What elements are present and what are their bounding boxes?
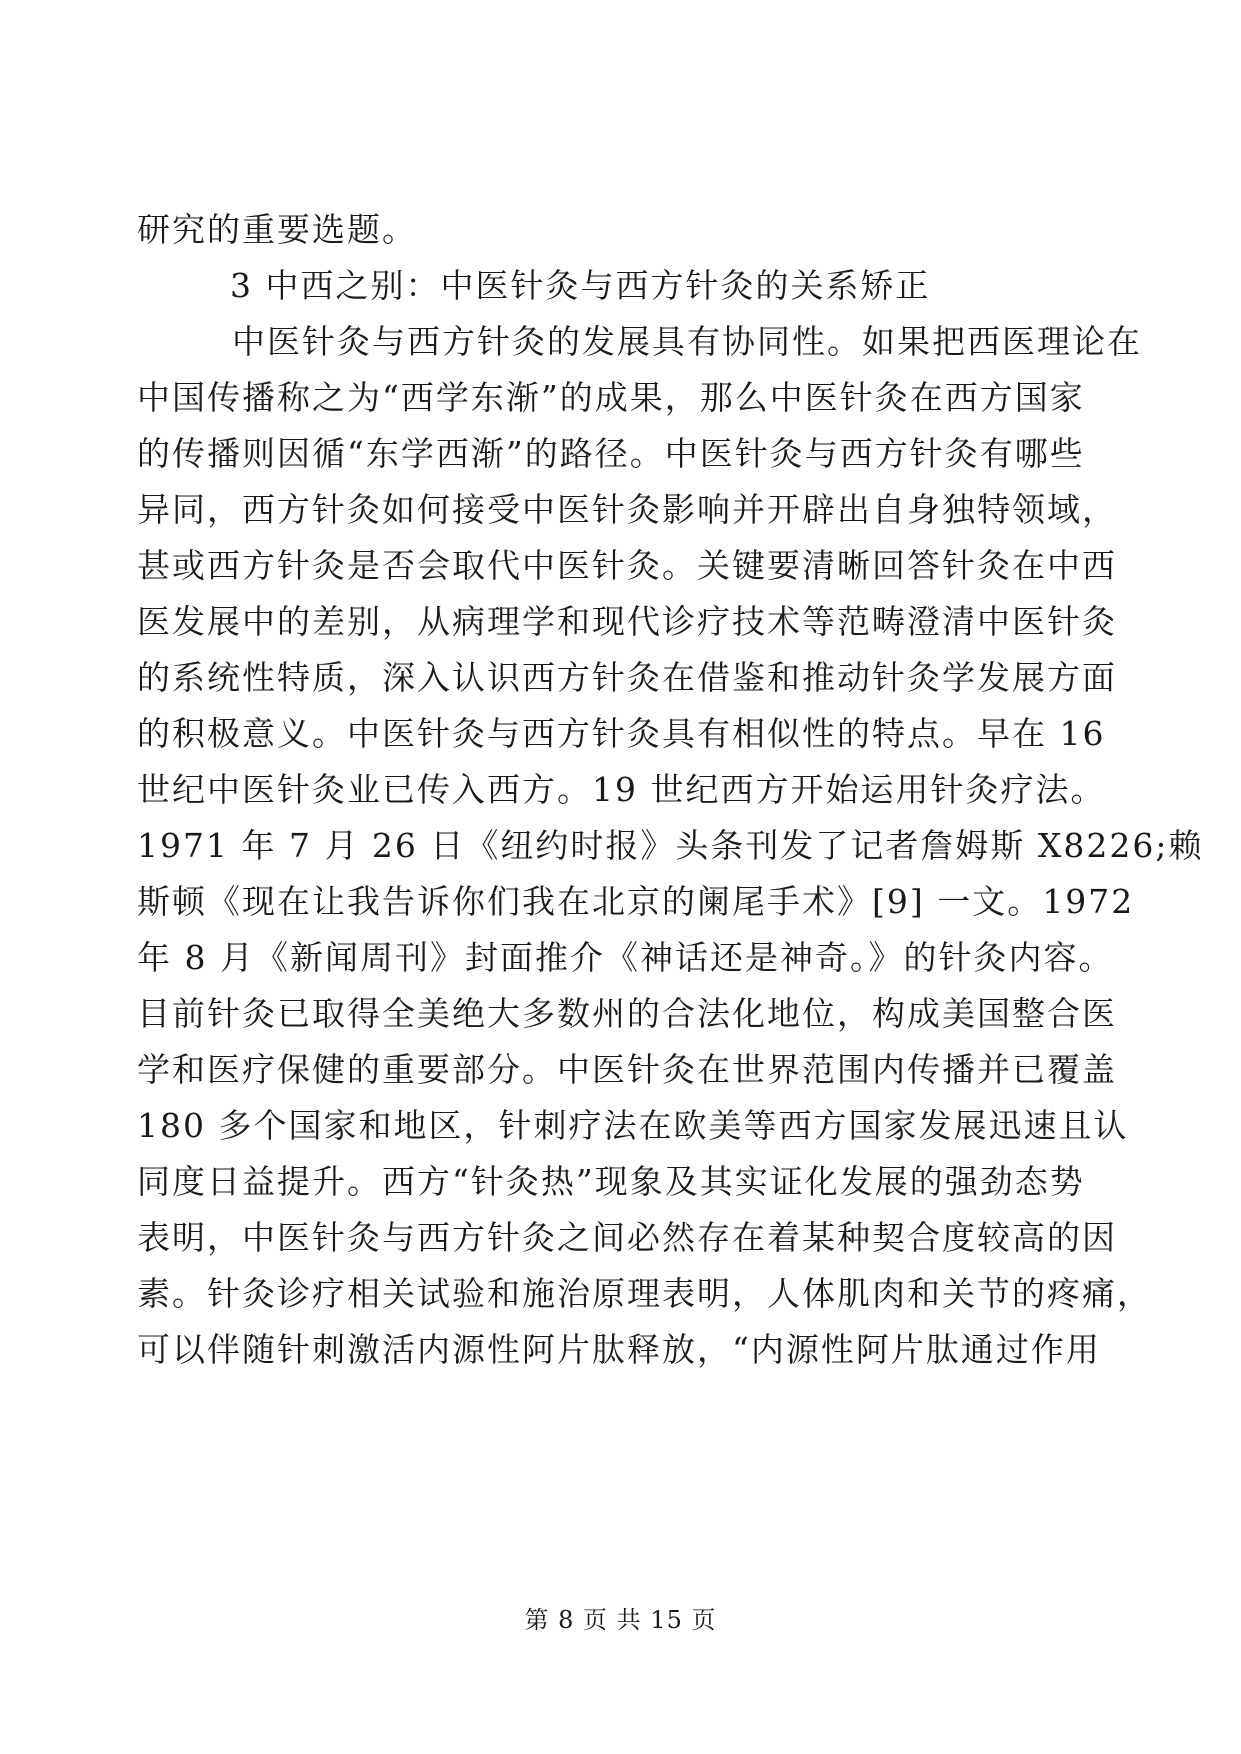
body-text-line: 研究的重要选题。 xyxy=(137,210,417,249)
body-text-line: 世纪中医针灸业已传入西方。19 世纪西方开始运用针灸疗法。 xyxy=(137,770,1106,809)
body-text-line: 医发展中的差别，从病理学和现代诊疗技术等范畴澄清中医针灸 xyxy=(137,602,1117,641)
body-text-line: 甚或西方针灸是否会取代中医针灸。关键要清晰回答针灸在中西 xyxy=(137,546,1117,585)
body-text-line: 表明，中医针灸与西方针灸之间必然存在着某种契合度较高的因 xyxy=(137,1218,1117,1257)
body-text-line: 年 8 月《新闻周刊》封面推介《神话还是神奇。》的针灸内容。 xyxy=(137,938,1114,977)
body-text-line: 斯顿《现在让我告诉你们我在北京的阑尾手术》[9] 一文。1972 xyxy=(137,882,1135,921)
body-text-line: 同度日益提升。西方“针灸热”现象及其实证化发展的强劲态势 xyxy=(137,1162,1085,1201)
body-text-line: 可以伴随针刺激活内源性阿片肽释放，“内源性阿片肽通过作用 xyxy=(137,1330,1101,1369)
body-text-line: 的传播则因循“东学西渐”的路径。中医针灸与西方针灸有哪些 xyxy=(137,434,1085,473)
paragraph-first-line: 中医针灸与西方针灸的发展具有协同性。如果把西医理论在 xyxy=(232,322,1142,361)
body-text-line: 目前针灸已取得全美绝大多数州的合法化地位，构成美国整合医 xyxy=(137,994,1117,1033)
body-text-line: 1971 年 7 月 26 日《纽约时报》头条刊发了记者詹姆斯 X8226;赖 xyxy=(137,826,1204,865)
body-text-line: 中国传播称之为“西学东渐”的成果，那么中医针灸在西方国家 xyxy=(137,378,1085,417)
body-text-line: 学和医疗保健的重要部分。中医针灸在世界范围内传播并已覆盖 xyxy=(137,1050,1117,1089)
section-heading: 3 中西之别：中医针灸与西方针灸的关系矫正 xyxy=(230,266,931,305)
body-text-line: 180 多个国家和地区，针刺疗法在欧美等西方国家发展迅速且认 xyxy=(137,1106,1129,1145)
body-text-line: 素。针灸诊疗相关试验和施治原理表明，人体肌肉和关节的疼痛， xyxy=(137,1274,1152,1313)
body-text-line: 的积极意义。中医针灸与西方针灸具有相似性的特点。早在 16 xyxy=(137,714,1106,753)
page-number-footer: 第 8 页 共 15 页 xyxy=(524,1606,717,1634)
body-text-line: 的系统性特质，深入认识西方针灸在借鉴和推动针灸学发展方面 xyxy=(137,658,1117,697)
body-text-line: 异同，西方针灸如何接受中医针灸影响并开辟出自身独特领域， xyxy=(137,490,1117,529)
